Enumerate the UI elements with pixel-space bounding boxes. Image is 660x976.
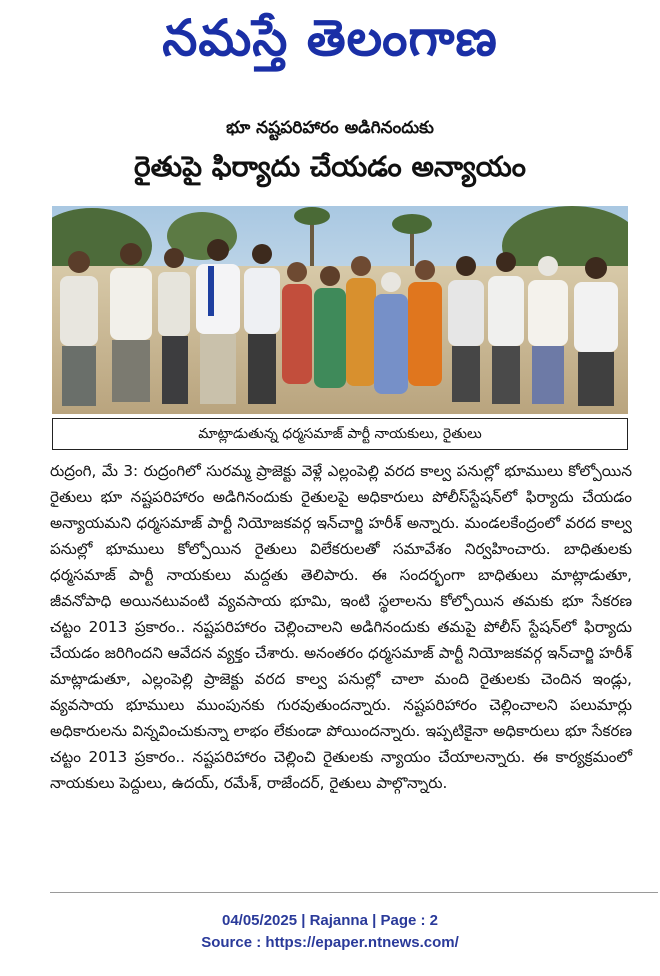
article-photo xyxy=(52,206,628,414)
article-body: రుద్రంగి, మే 3: రుద్రంగిలో సురమ్మ ప్రాజెక్టు వెళ్లే ఎల్లంపెల్లి వరద కాల్వ పనుల్లో భూములు కోల్పోయిన రైతులు భూ నష్టపరిహారం అడిగినందుకు రైతులపై అధికారులు పోలీస్‌స్టేషన్‌లో ఫిర్యాదు చేయడం అన్యాయమని ధర్మసమాజ్ పార్టీ నియోజకవర్గ ఇన్‌చార్జి హరీశ్ అన్నారు. మండలకేంద్రంలో వరద కాల్వ పనుల్లో భూములు కోల్పోయిన రైతులు విలేకరులతో సమావేశం నిర్వహించారు. బాధితులకు ధర్మసమాజ్ పార్టీ నాయకులు మద్దతు తెలిపారు. ఈ సందర్భంగా బాధితులు మాట్లాడుతూ, జీవనోపాధి అయినటువంటి వ్యవసాయ భూమి, ఇంటి స్థలాలను కోల్పోయిన తమకు భూ సేకరణ చట్టం 2013 ప్రకారం.. నష్టపరిహారం చెల్లించాలని అడిగినందుకు తమపై పోలీస్ స్టేషన్‌లో ఫిర్యాదు చేయడం జరిగిందని ఆవేదన వ్యక్తం చేశారు. అనంతరం ధర్మసమాజ్ పార్టీ నియోజకవర్గ ఇన్‌చార్జి హరీశ్ మాట్లాడుతూ, ఎల్లంపెల్లి ప్రాజెక్టు వరద కాల్వ పనుల్లో చాలా మంది రైతులకు చెందిన ఇండ్లు, వ్యవసాయ భూములు ముంపునకు గురవుతుందన్నారు. నష్టపరిహారం చెల్లించాలని పలుమార్లు అధికారులను విన్నవించుకున్నా లాభం లేకుండా పోయిందన్నారు. ఇప్పటికైనా అధికారులు భూ సేకరణ చట్టం 2013 ప్రకారం.. నష్టపరిహారం చెల్లించి రైతులకు న్యాయం చేయాలన్నారు. ఈ కార్యక్రమంలో నాయకులు పెద్దులు, ఉదయ్, రమేశ్, రాజేందర్, రైతులు పాల్గొన్నారు. xyxy=(50,462,632,792)
masthead-title: నమస్తే తెలంగాణ xyxy=(162,8,498,67)
article-kicker: భూ నష్టపరిహారం అడిగినందుకు xyxy=(226,118,434,138)
edition-info: 04/05/2025 | Rajanna | Page : 2 xyxy=(221,912,438,929)
source-link[interactable]: Source : https://epaper.ntnews.com/ xyxy=(201,934,459,951)
photo-caption: మాట్లాడుతున్న ధర్మసమాజ్ పార్టీ నాయకులు, రైతులు xyxy=(52,418,628,450)
footer-divider xyxy=(50,892,658,893)
newspaper-masthead xyxy=(0,0,660,92)
photo-illustration xyxy=(52,206,628,414)
article-headline: రైతుపై ఫిర్యాదు చేయడం అన్యాయం xyxy=(134,150,526,183)
page-footer xyxy=(0,910,660,954)
